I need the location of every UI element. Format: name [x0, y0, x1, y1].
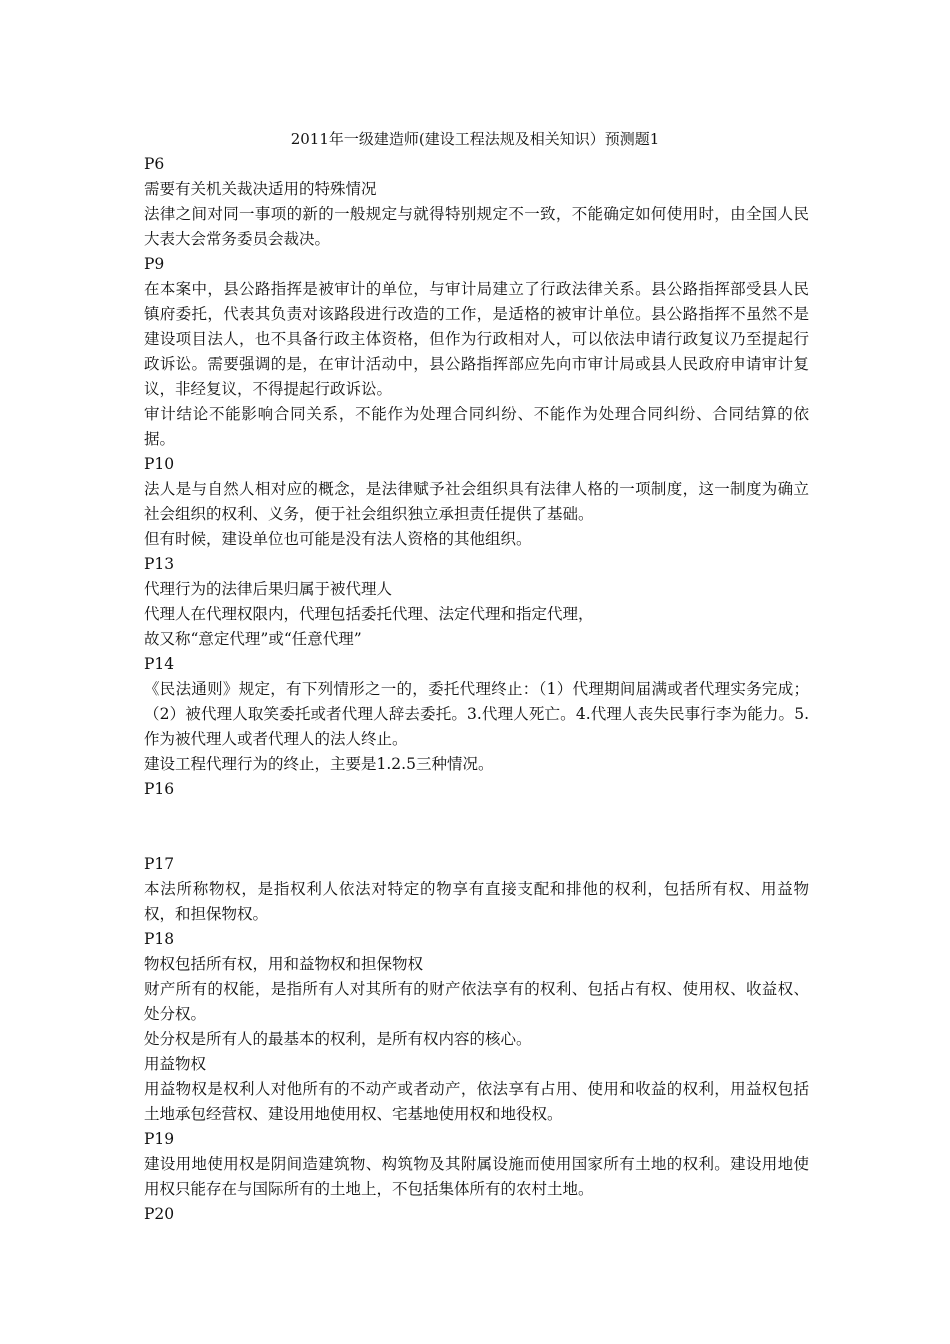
page-marker: P14	[144, 655, 175, 673]
paragraph: 但有时候，建设单位也可能是没有法人资格的其他组织。	[144, 530, 532, 548]
page-marker: P20	[144, 1205, 175, 1223]
paragraph: 代理人在代理权限内，代理包括委托代理、法定代理和指定代理，	[144, 605, 594, 623]
page-marker: P17	[144, 855, 175, 873]
paragraph: 财产所有的权能，是指所有人对其所有的财产依法享有的权利、包括占有权、使用权、收益权、处分权。	[144, 980, 809, 1023]
paragraph: 用益物权是权利人对他所有的不动产或者动产，依法享有占用、使用和收益的权利，用益权包括土地承包经营权、建设用地使用权、宅基地使用权和地役权。	[144, 1080, 809, 1123]
page-marker: P10	[144, 455, 175, 473]
page-marker: P19	[144, 1130, 175, 1148]
paragraph: 本法所称物权，是指权利人依法对特定的物享有直接支配和排他的权利，包括所有权、用益物权，和担保物权。	[144, 880, 809, 923]
page-marker: P18	[144, 930, 175, 948]
document-body	[144, 152, 809, 1227]
paragraph: 法人是与自然人相对应的概念，是法律赋予社会组织具有法律人格的一项制度，这一制度为确立社会组织的权利、义务，便于社会组织独立承担责任提供了基础。	[144, 480, 809, 523]
paragraph: 在本案中，县公路指挥是被审计的单位，与审计局建立了行政法律关系。县公路指挥部受县人民镇府委托，代表其负责对该路段进行改造的工作，是适格的被审计单位。县公路指挥不虽然不是建设项目法人，也不具备行政主体资格，但作为行政相对人，可以依法申请行政复议乃至提起行政诉讼。需要强调的是，在审计活动中，县公路指挥部应先向市审计局或县人民政府申请审计复议，非经复议，不得提起行政诉讼。	[144, 280, 809, 398]
paragraph: 建设工程代理行为的终止，主要是1.2.5三种情况。	[144, 755, 494, 773]
paragraph: 《民法通则》规定，有下列情形之一的，委托代理终止：（1）代理期间届满或者代理实务完成；（2）被代理人取笑委托或者代理人辞去委托。3.代理人死亡。4.代理人丧失民事行李为能力。5.作为被代理人或者代理人的法人终止。	[144, 680, 809, 748]
blank-space	[144, 802, 809, 852]
paragraph: 用益物权	[144, 1055, 207, 1073]
page-marker: P6	[144, 155, 165, 173]
page-marker: P13	[144, 555, 175, 573]
paragraph: 审计结论不能影响合同关系，不能作为处理合同纠纷、不能作为处理合同纠纷、合同结算的依据。	[144, 405, 809, 448]
page-marker: P9	[144, 255, 165, 273]
document-title: 2011年一级建造师(建设工程法规及相关知识）预测题1	[290, 130, 660, 148]
paragraph: 需要有关机关裁决适用的特殊情况	[144, 180, 377, 198]
paragraph: 代理行为的法律后果归属于被代理人	[144, 580, 393, 598]
paragraph: 建设用地使用权是阴间造建筑物、构筑物及其附属设施而使用国家所有土地的权利。建设用地使用权只能存在与国际所有的土地上，不包括集体所有的农村土地。	[144, 1155, 809, 1198]
paragraph: 物权包括所有权，用和益物权和担保物权	[144, 955, 424, 973]
paragraph: 故又称“意定代理”或“任意代理”	[144, 630, 362, 648]
paragraph: 法律之间对同一事项的新的一般规定与就得特别规定不一致，不能确定如何使用时，由全国人民大表大会常务委员会裁决。	[144, 205, 809, 248]
paragraph: 处分权是所有人的最基本的权利，是所有权内容的核心。	[144, 1030, 532, 1048]
page-marker: P16	[144, 780, 175, 798]
